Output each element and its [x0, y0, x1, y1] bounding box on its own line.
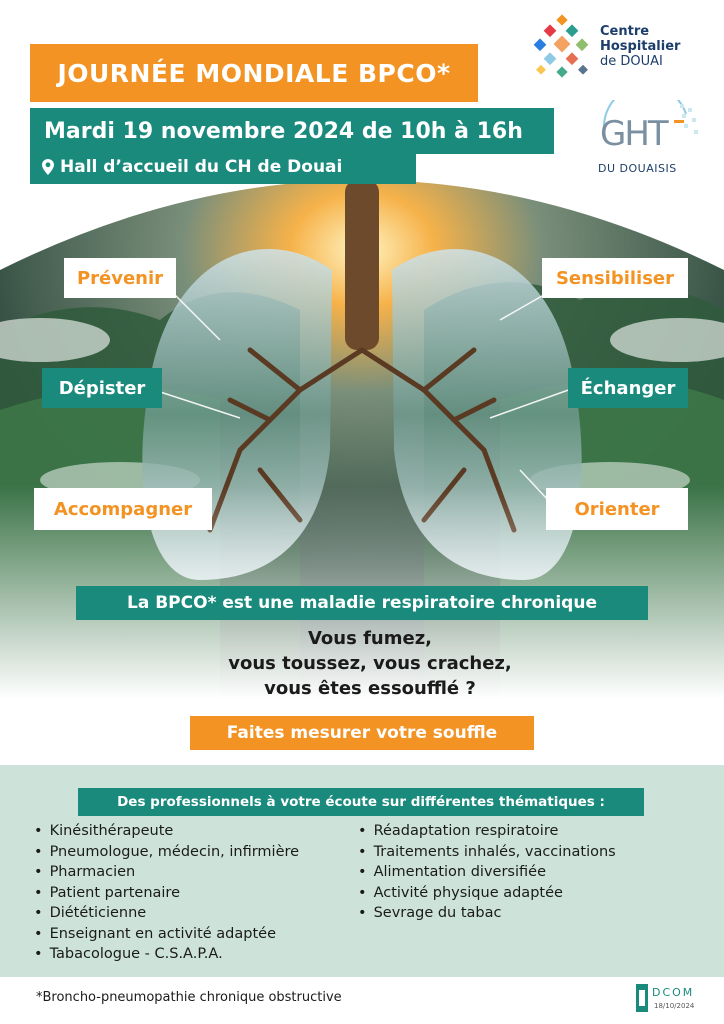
ght-logo-text: GHT	[600, 114, 667, 154]
event-title: JOURNÉE MONDIALE BPCO*	[30, 44, 478, 102]
event-location	[30, 150, 416, 184]
label-accompagner: Accompagner	[34, 488, 212, 530]
event-date: Mardi 19 novembre 2024 de 10h à 16h	[30, 108, 554, 154]
list-item: • Sevrage du tabac	[358, 903, 698, 924]
label-orienter: Orienter	[546, 488, 688, 530]
dcom-text: DCOM	[652, 986, 695, 999]
dcom-logo	[636, 984, 716, 1016]
list-item: • Traitements inhalés, vaccinations	[358, 842, 698, 863]
question-line: vous toussez, vous crachez,	[228, 653, 512, 674]
list-item: • Tabacologue - C.S.A.P.A.	[34, 944, 354, 965]
label-sensibiliser: Sensibiliser	[542, 258, 688, 298]
ch-logo-line3: de DOUAI	[600, 54, 663, 69]
list-item: • Réadaptation respiratoire	[358, 821, 698, 842]
list-item: • Kinésithérapeute	[34, 821, 354, 842]
list-item: • Alimentation diversifiée	[358, 862, 698, 883]
ght-douaisis-logo	[596, 100, 706, 180]
question-line: Vous fumez,	[307, 628, 433, 649]
list-item: • Diététicienne	[34, 903, 354, 924]
symptom-questions	[150, 626, 590, 701]
ch-logo-mark-icon	[532, 14, 596, 90]
list-item: • Enseignant en activité adaptée	[34, 924, 354, 945]
professionals-heading: Des professionnels à votre écoute sur différentes thématiques :	[78, 788, 644, 816]
disease-statement: La BPCO* est une maladie respiratoire chronique	[76, 586, 648, 620]
ght-logo-subtitle: DU DOUAISIS	[598, 162, 677, 175]
label-prevenir: Prévenir	[64, 258, 176, 298]
ch-logo-line2: Hospitalier	[600, 39, 681, 54]
list-item: • Patient partenaire	[34, 883, 354, 904]
ch-logo-line1: Centre	[600, 24, 650, 39]
ch-douai-logo	[532, 14, 712, 98]
label-depister: Dépister	[42, 368, 162, 408]
footnote: *Broncho-pneumopathie chronique obstructive	[36, 990, 342, 1005]
list-item: • Pneumologue, médecin, infirmière	[34, 842, 354, 863]
call-to-action: Faites mesurer votre souffle	[190, 716, 534, 750]
list-item: • Pharmacien	[34, 862, 354, 883]
themes-list	[358, 821, 698, 924]
map-pin-icon	[42, 159, 54, 175]
professionals-list	[34, 821, 354, 965]
label-echanger: Échanger	[568, 368, 688, 408]
dcom-date: 18/10/2024	[654, 1002, 695, 1010]
question-line: vous êtes essoufflé ?	[264, 678, 476, 699]
list-item: • Activité physique adaptée	[358, 883, 698, 904]
location-text: Hall d’accueil du CH de Douai	[60, 157, 343, 177]
